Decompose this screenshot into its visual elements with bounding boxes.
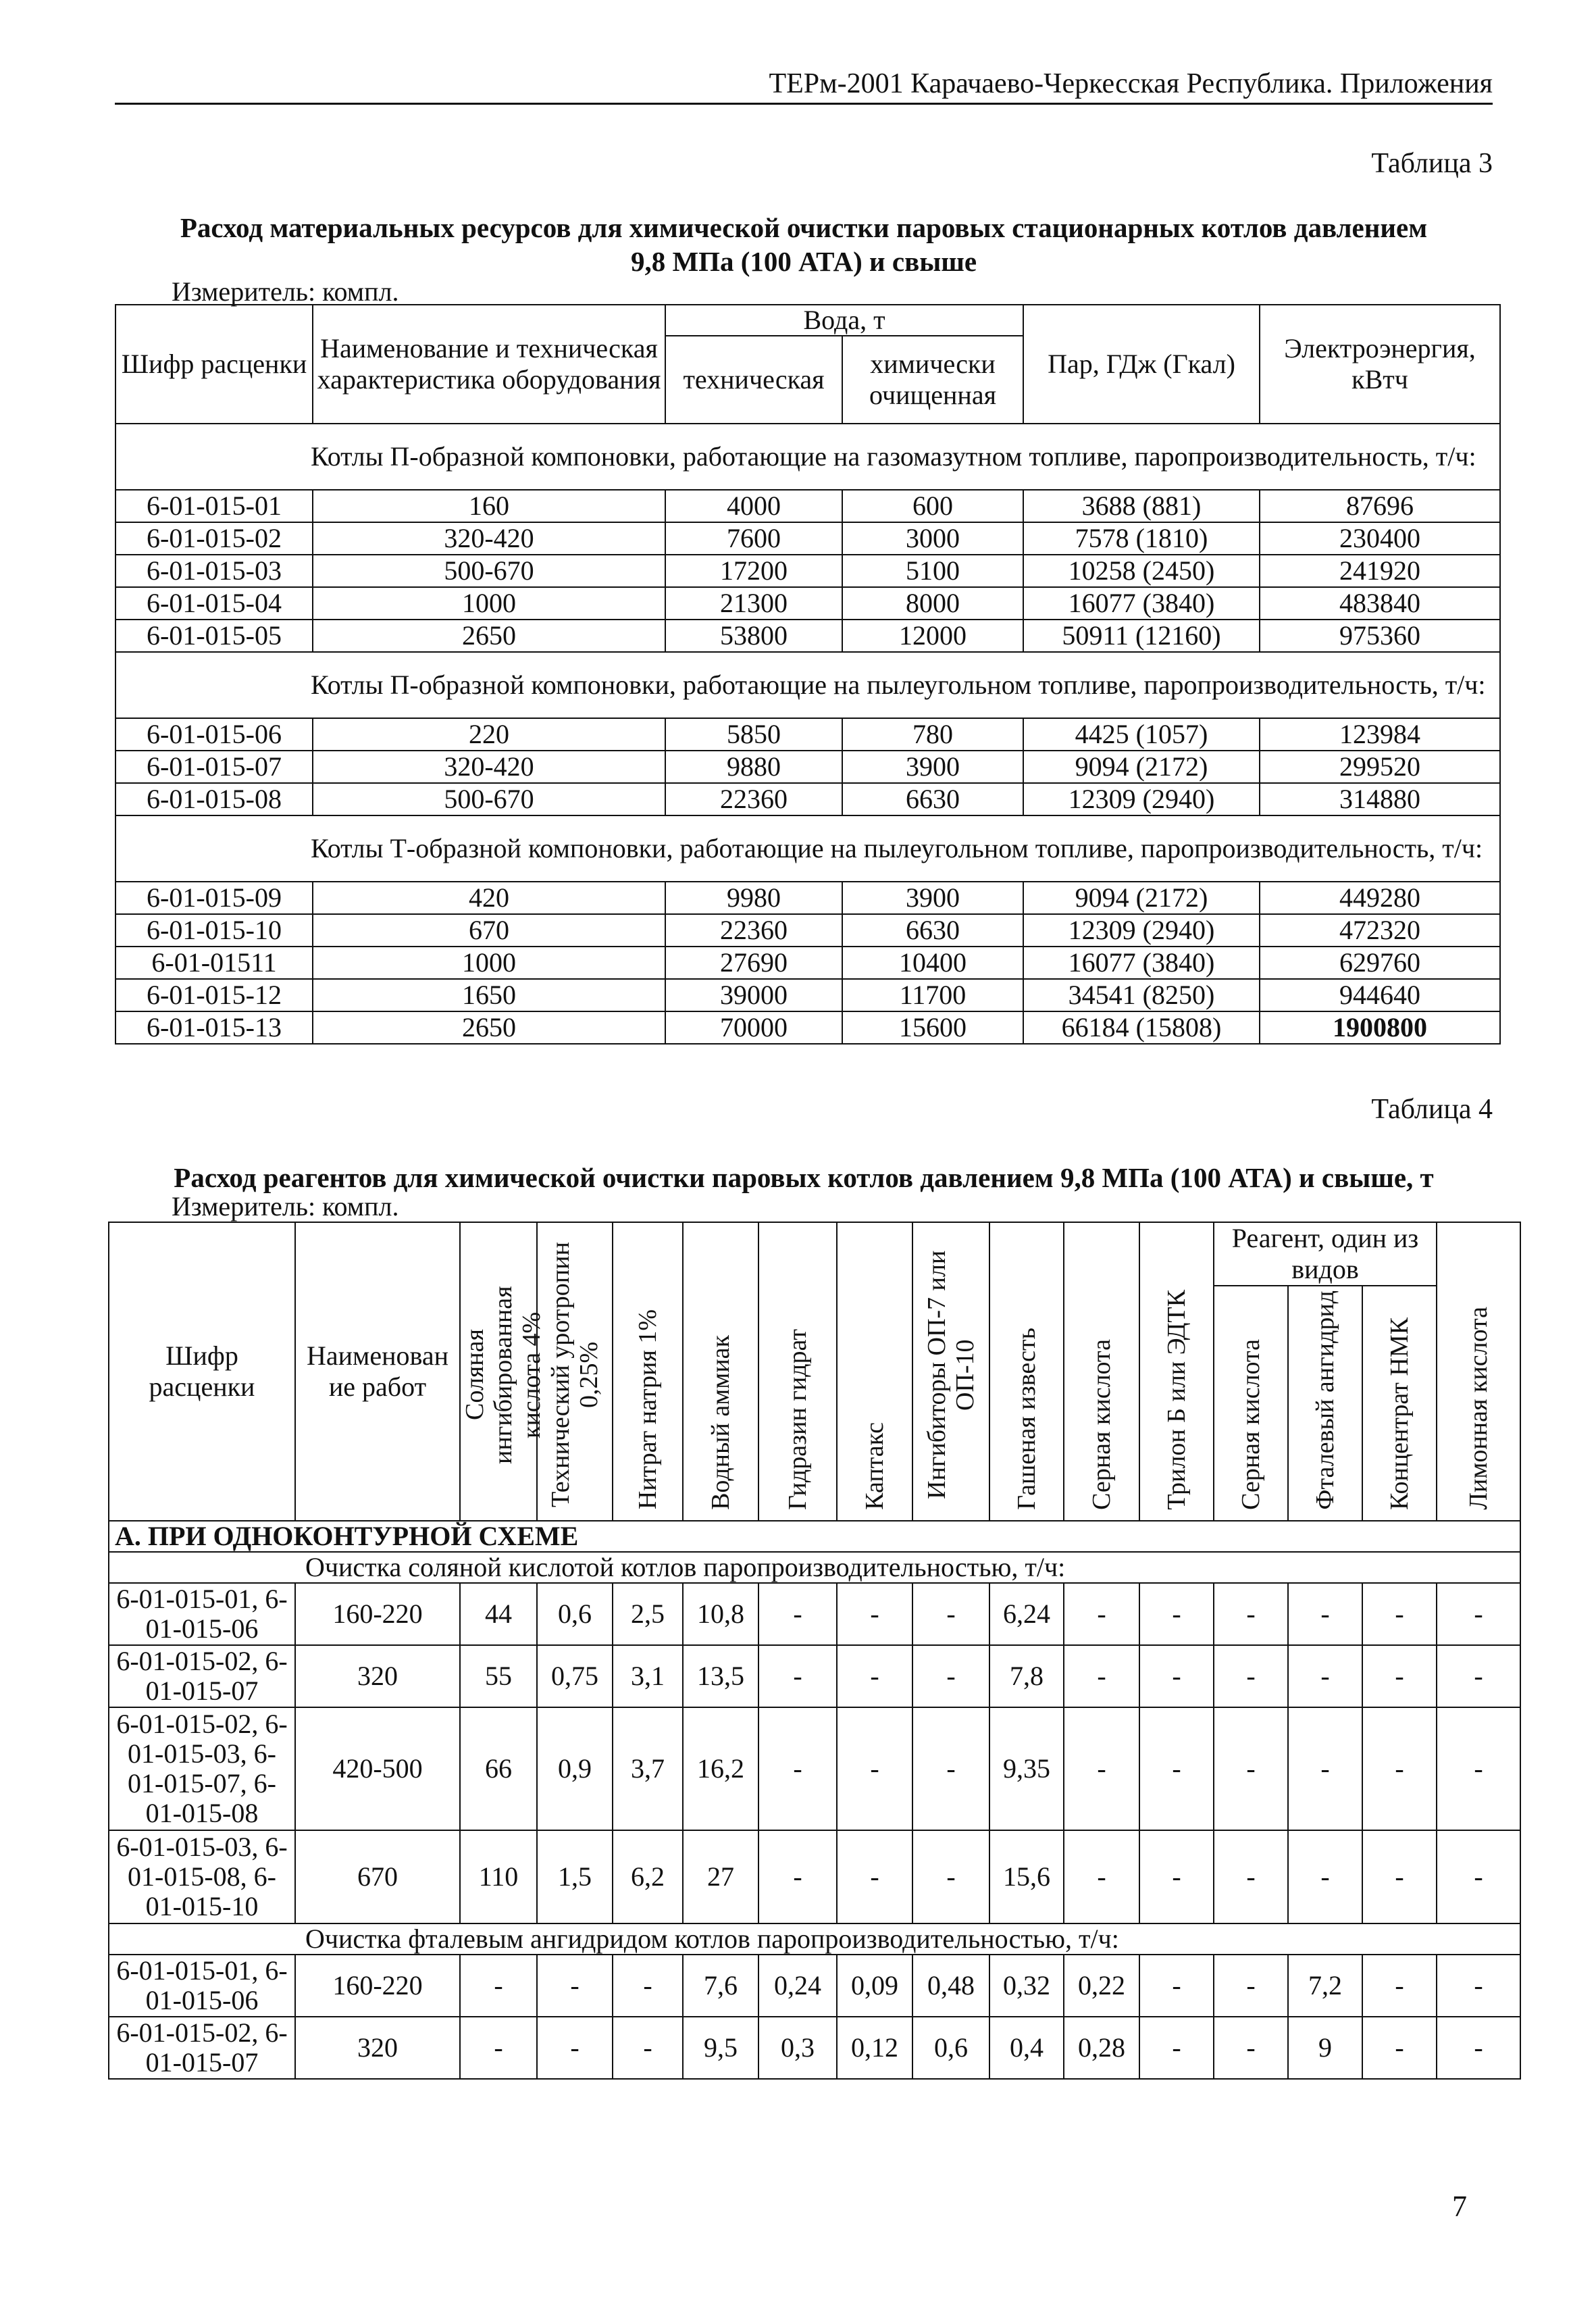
t3-cell: 9980 — [665, 882, 842, 914]
t4-cell: - — [1437, 1955, 1520, 2017]
t3-cell: 66184 (15808) — [1023, 1011, 1260, 1044]
t4-cell: - — [1362, 1707, 1437, 1830]
t4-row-code: 6-01-015-01, 6-01-015-06 — [109, 1583, 295, 1645]
t4-cell: - — [912, 1830, 989, 1923]
t3-cell: 7578 (1810) — [1023, 522, 1260, 555]
t4-cell: 0,75 — [537, 1645, 613, 1707]
t4-cell: 0,28 — [1064, 2017, 1139, 2079]
t4-head-c3-text: Нитрат натрия 1% — [634, 1309, 662, 1510]
page-number: 7 — [1452, 2190, 1467, 2223]
t4-cell: 420-500 — [295, 1707, 460, 1830]
t4-cell: - — [1362, 1830, 1437, 1923]
t4-head-name: Наименован ие работ — [295, 1222, 460, 1521]
t4-cell: 160-220 — [295, 1955, 460, 2017]
t3-cell: 420 — [313, 882, 665, 914]
header-title: ТЕРм-2001 Карачаево-Черкесская Республика. Приложения — [769, 68, 1493, 99]
t3-head-water-chem: химически очищенная — [842, 336, 1023, 424]
t3-cell: 3000 — [842, 522, 1023, 555]
t4-cell: 0,9 — [537, 1707, 613, 1830]
t4-cell: 7,8 — [989, 1645, 1064, 1707]
t4-head-code: Шифр расценки — [109, 1222, 295, 1521]
t3-cell: 3900 — [842, 751, 1023, 783]
t4-cell: - — [1362, 1645, 1437, 1707]
t3-cell: 10258 (2450) — [1023, 555, 1260, 587]
t4-subsection-title: Очистка фталевым ангидридом котлов паропроизводительностью, т/ч: — [109, 1923, 1520, 1955]
table4-title: Расход реагентов для химической очистки паровых котлов давлением 9,8 МПа (100 АТА) и свыше, т — [174, 1162, 1434, 1193]
t4-cell: - — [1214, 1707, 1288, 1830]
t3-cell: 944640 — [1260, 979, 1500, 1011]
t3-cell: 39000 — [665, 979, 842, 1011]
t3-cell: 12309 (2940) — [1023, 914, 1260, 947]
t3-section-title: Котлы П-образной компоновки, работающие на газомазутном топливе, паропроизводительность, т/ч: — [115, 424, 1500, 490]
t3-head-water-tech: техническая — [665, 336, 842, 424]
t3-cell: 6-01-015-02 — [115, 522, 313, 555]
t3-cell: 2650 — [313, 1011, 665, 1044]
t4-cell: - — [460, 2017, 537, 2079]
t3-cell: 1000 — [313, 587, 665, 620]
t3-cell: 5100 — [842, 555, 1023, 587]
t3-cell: 1900800 — [1260, 1011, 1500, 1044]
header-rule — [115, 103, 1493, 105]
t3-cell: 472320 — [1260, 914, 1500, 947]
t3-cell: 483840 — [1260, 587, 1500, 620]
t3-cell: 500-670 — [313, 783, 665, 815]
t3-cell: 6-01-015-07 — [115, 751, 313, 783]
table3-label: Таблица 3 — [1371, 148, 1493, 179]
table3-title-line1: Расход материальных ресурсов для химической очистки паровых стационарных котлов давлением — [180, 212, 1428, 243]
t4-head-c5 — [758, 1222, 837, 1521]
t4-cell: 15,6 — [989, 1830, 1064, 1923]
t3-cell: 320-420 — [313, 522, 665, 555]
t4-cell: - — [1214, 1955, 1288, 2017]
t4-head-g3 — [1362, 1286, 1437, 1521]
t3-head-name: Наименование и техническая характеристика оборудования — [313, 305, 665, 424]
t3-cell: 449280 — [1260, 882, 1500, 914]
t3-cell: 6-01-015-03 — [115, 555, 313, 587]
t3-cell: 320-420 — [313, 751, 665, 783]
t4-cell: - — [613, 2017, 683, 2079]
t3-cell: 4425 (1057) — [1023, 718, 1260, 751]
t4-head-c2 — [537, 1222, 613, 1521]
t3-cell: 34541 (8250) — [1023, 979, 1260, 1011]
t4-cell: 0,4 — [989, 2017, 1064, 2079]
t3-cell: 9094 (2172) — [1023, 882, 1260, 914]
t3-cell: 3688 (881) — [1023, 490, 1260, 522]
t3-cell: 87696 — [1260, 490, 1500, 522]
t4-cell: - — [1437, 1707, 1520, 1830]
t3-cell: 16077 (3840) — [1023, 587, 1260, 620]
t4-cell: - — [1139, 1830, 1214, 1923]
t3-cell: 6-01-01511 — [115, 947, 313, 979]
t3-cell: 314880 — [1260, 783, 1500, 815]
t4-cell: 320 — [295, 1645, 460, 1707]
t3-cell: 6-01-015-05 — [115, 620, 313, 652]
t4-cell: 670 — [295, 1830, 460, 1923]
t4-cell: - — [837, 1645, 912, 1707]
t4-cell: 0,6 — [912, 2017, 989, 2079]
t3-cell: 11700 — [842, 979, 1023, 1011]
t4-head-c1 — [460, 1222, 546, 1521]
t4-head-c4 — [683, 1222, 758, 1521]
t4-head-g2-text: Фталевый ангидрид — [1311, 1290, 1339, 1510]
t3-cell: 600 — [842, 490, 1023, 522]
t3-cell: 6630 — [842, 914, 1023, 947]
table3 — [115, 304, 1501, 1045]
t4-cell: - — [1064, 1707, 1139, 1830]
t3-cell: 2650 — [313, 620, 665, 652]
t4-cell: - — [1139, 1955, 1214, 2017]
t4-cell: 66 — [460, 1707, 537, 1830]
t4-cell: - — [537, 1955, 613, 2017]
t3-cell: 50911 (12160) — [1023, 620, 1260, 652]
t4-head-group: Реагент, один из видов — [1214, 1222, 1437, 1286]
t4-cell: - — [1064, 1583, 1139, 1645]
t4-cell: 27 — [683, 1830, 758, 1923]
t3-cell: 299520 — [1260, 751, 1500, 783]
t4-row-code: 6-01-015-01, 6-01-015-06 — [109, 1955, 295, 2017]
t3-head-steam: Пар, ГДж (Гкал) — [1023, 305, 1260, 424]
t3-section-title: Котлы Т-образной компоновки, работающие на пылеугольном топливе, паропроизводительность, т/ч: — [115, 815, 1500, 882]
t3-cell: 12000 — [842, 620, 1023, 652]
t4-cell: 10,8 — [683, 1583, 758, 1645]
t4-cell: - — [1064, 1830, 1139, 1923]
t3-cell: 123984 — [1260, 718, 1500, 751]
t4-cell: - — [1214, 1583, 1288, 1645]
t4-cell: - — [837, 1707, 912, 1830]
t3-head-water: Вода, т — [665, 305, 1023, 336]
t4-cell: - — [1362, 2017, 1437, 2079]
t4-head-c6 — [837, 1222, 912, 1521]
t4-cell: 0,22 — [1064, 1955, 1139, 2017]
t4-cell: - — [1288, 1645, 1362, 1707]
t3-cell: 16077 (3840) — [1023, 947, 1260, 979]
t4-cell: - — [1139, 1645, 1214, 1707]
t4-row-code: 6-01-015-03, 6-01-015-08, 6-01-015-10 — [109, 1830, 295, 1923]
t4-cell: - — [1288, 1830, 1362, 1923]
t4-cell: - — [837, 1830, 912, 1923]
t4-cell: - — [460, 1955, 537, 2017]
t4-cell: - — [758, 1645, 837, 1707]
t3-cell: 8000 — [842, 587, 1023, 620]
t4-cell: 0,3 — [758, 2017, 837, 2079]
t4-cell: - — [1214, 1645, 1288, 1707]
t3-cell: 5850 — [665, 718, 842, 751]
t4-cell: - — [1064, 1645, 1139, 1707]
t4-head-c1-text: Соляная ингибированная кислота 4% — [461, 1285, 546, 1464]
t4-cell: - — [1437, 1645, 1520, 1707]
t4-cell: - — [1214, 2017, 1288, 2079]
t4-cell: - — [1362, 1583, 1437, 1645]
t3-cell: 6-01-015-10 — [115, 914, 313, 947]
t4-head-c4-text: Водный аммиак — [706, 1334, 735, 1510]
t3-cell: 15600 — [842, 1011, 1023, 1044]
t4-cell: - — [1139, 2017, 1214, 2079]
t3-cell: 241920 — [1260, 555, 1500, 587]
t4-cell: 3,1 — [613, 1645, 683, 1707]
t3-cell: 975360 — [1260, 620, 1500, 652]
t4-head-c14 — [1437, 1222, 1520, 1521]
t4-head-c3 — [613, 1222, 683, 1521]
t4-cell: 7,2 — [1288, 1955, 1362, 2017]
t4-cell: - — [912, 1583, 989, 1645]
t4-cell: 13,5 — [683, 1645, 758, 1707]
t4-cell: 9 — [1288, 2017, 1362, 2079]
t3-cell: 500-670 — [313, 555, 665, 587]
t3-cell: 6-01-015-04 — [115, 587, 313, 620]
t3-cell: 629760 — [1260, 947, 1500, 979]
t4-section-a: А. ПРИ ОДНОКОНТУРНОЙ СХЕМЕ — [109, 1521, 1520, 1552]
t4-cell: 3,7 — [613, 1707, 683, 1830]
t4-cell: - — [1214, 1830, 1288, 1923]
t4-row-code: 6-01-015-02, 6-01-015-07 — [109, 1645, 295, 1707]
t4-head-c9 — [1064, 1222, 1139, 1521]
t4-head-c10 — [1139, 1222, 1214, 1521]
t4-head-c9-text: Серная кислота — [1087, 1338, 1116, 1510]
t4-cell: 9,5 — [683, 2017, 758, 2079]
t3-cell: 6-01-015-12 — [115, 979, 313, 1011]
t3-head-power: Электроэнергия, кВтч — [1260, 305, 1500, 424]
t3-cell: 6-01-015-01 — [115, 490, 313, 522]
t4-cell: - — [537, 2017, 613, 2079]
t3-cell: 53800 — [665, 620, 842, 652]
t4-cell: - — [1362, 1955, 1437, 2017]
t4-cell: - — [758, 1707, 837, 1830]
t3-cell: 17200 — [665, 555, 842, 587]
t3-cell: 6-01-015-13 — [115, 1011, 313, 1044]
t4-head-g3-text: Концентрат НМК — [1385, 1317, 1414, 1510]
t4-head-c14-text: Лимонная кислота — [1464, 1306, 1493, 1510]
t4-cell: - — [1437, 1830, 1520, 1923]
t4-cell: 44 — [460, 1583, 537, 1645]
t3-cell: 4000 — [665, 490, 842, 522]
t3-cell: 70000 — [665, 1011, 842, 1044]
t4-cell: 55 — [460, 1645, 537, 1707]
t4-cell: 6,24 — [989, 1583, 1064, 1645]
t4-cell: - — [1437, 2017, 1520, 2079]
t4-cell: 110 — [460, 1830, 537, 1923]
t3-cell: 9880 — [665, 751, 842, 783]
t4-head-c5-text: Гидразин гидрат — [783, 1328, 812, 1510]
t4-cell: 160-220 — [295, 1583, 460, 1645]
t4-cell: - — [758, 1830, 837, 1923]
table4-unit: Измеритель: компл. — [172, 1191, 399, 1222]
t3-cell: 3900 — [842, 882, 1023, 914]
t3-cell: 6-01-015-09 — [115, 882, 313, 914]
t4-cell: 7,6 — [683, 1955, 758, 2017]
t4-head-c7 — [912, 1222, 989, 1521]
t3-cell: 22360 — [665, 914, 842, 947]
t4-head-g1 — [1214, 1286, 1288, 1521]
t3-cell: 6630 — [842, 783, 1023, 815]
t4-head-c8-text: Гашеная известь — [1012, 1327, 1041, 1510]
t4-cell: 0,24 — [758, 1955, 837, 2017]
t4-head-c2-text: Технический уротропин 0,25% — [546, 1242, 603, 1507]
t4-subsection-title: Очистка соляной кислотой котлов паропроизводительностью, т/ч: — [109, 1552, 1520, 1583]
t4-cell: 320 — [295, 2017, 460, 2079]
t4-cell: 16,2 — [683, 1707, 758, 1830]
t4-cell: 0,12 — [837, 2017, 912, 2079]
t3-cell: 160 — [313, 490, 665, 522]
table3-unit: Измеритель: компл. — [172, 276, 399, 307]
t4-cell: - — [1139, 1583, 1214, 1645]
t4-cell: - — [1288, 1707, 1362, 1830]
t4-cell: - — [758, 1583, 837, 1645]
t4-cell: 0,48 — [912, 1955, 989, 2017]
t4-cell: - — [837, 1583, 912, 1645]
t4-cell: - — [912, 1645, 989, 1707]
t4-cell: - — [1288, 1583, 1362, 1645]
t4-cell: - — [912, 1707, 989, 1830]
t3-cell: 6-01-015-08 — [115, 783, 313, 815]
t3-cell: 27690 — [665, 947, 842, 979]
t4-cell: 9,35 — [989, 1707, 1064, 1830]
t4-cell: 1,5 — [537, 1830, 613, 1923]
table4 — [108, 1222, 1521, 2080]
t3-cell: 780 — [842, 718, 1023, 751]
t4-cell: 0,32 — [989, 1955, 1064, 2017]
t3-cell: 9094 (2172) — [1023, 751, 1260, 783]
t4-cell: - — [1139, 1707, 1214, 1830]
t4-row-code: 6-01-015-02, 6-01-015-07 — [109, 2017, 295, 2079]
table4-label: Таблица 4 — [1371, 1094, 1493, 1125]
t3-cell: 670 — [313, 914, 665, 947]
t3-cell: 6-01-015-06 — [115, 718, 313, 751]
t4-head-c8 — [989, 1222, 1064, 1521]
t4-head-g1-text: Серная кислота — [1237, 1338, 1265, 1510]
t3-head-code: Шифр расценки — [115, 305, 313, 424]
t4-cell: 2,5 — [613, 1583, 683, 1645]
t3-cell: 1000 — [313, 947, 665, 979]
t4-head-g2 — [1288, 1286, 1362, 1521]
t3-cell: 22360 — [665, 783, 842, 815]
t4-head-c7-text: Ингибиторы ОП-7 или ОП-10 — [923, 1250, 979, 1499]
t4-head-c6-text: Каптакс — [860, 1422, 889, 1510]
t3-cell: 7600 — [665, 522, 842, 555]
table3-title-line2: 9,8 МПа (100 АТА) и свыше — [630, 246, 977, 277]
t4-cell: - — [1437, 1583, 1520, 1645]
t3-cell: 230400 — [1260, 522, 1500, 555]
t4-head-c10-text: Трилон Б или ЭДТК — [1162, 1289, 1191, 1510]
t3-cell: 21300 — [665, 587, 842, 620]
t3-cell: 1650 — [313, 979, 665, 1011]
t4-cell: 6,2 — [613, 1830, 683, 1923]
t3-section-title: Котлы П-образной компоновки, работающие на пылеугольном топливе, паропроизводительность, т/ч: — [115, 652, 1500, 718]
t4-cell: - — [613, 1955, 683, 2017]
t4-cell: 0,6 — [537, 1583, 613, 1645]
t4-cell: 0,09 — [837, 1955, 912, 2017]
t4-row-code: 6-01-015-02, 6-01-015-03, 6-01-015-07, 6-01-015-08 — [109, 1707, 295, 1830]
t3-cell: 12309 (2940) — [1023, 783, 1260, 815]
t3-cell: 10400 — [842, 947, 1023, 979]
t3-cell: 220 — [313, 718, 665, 751]
